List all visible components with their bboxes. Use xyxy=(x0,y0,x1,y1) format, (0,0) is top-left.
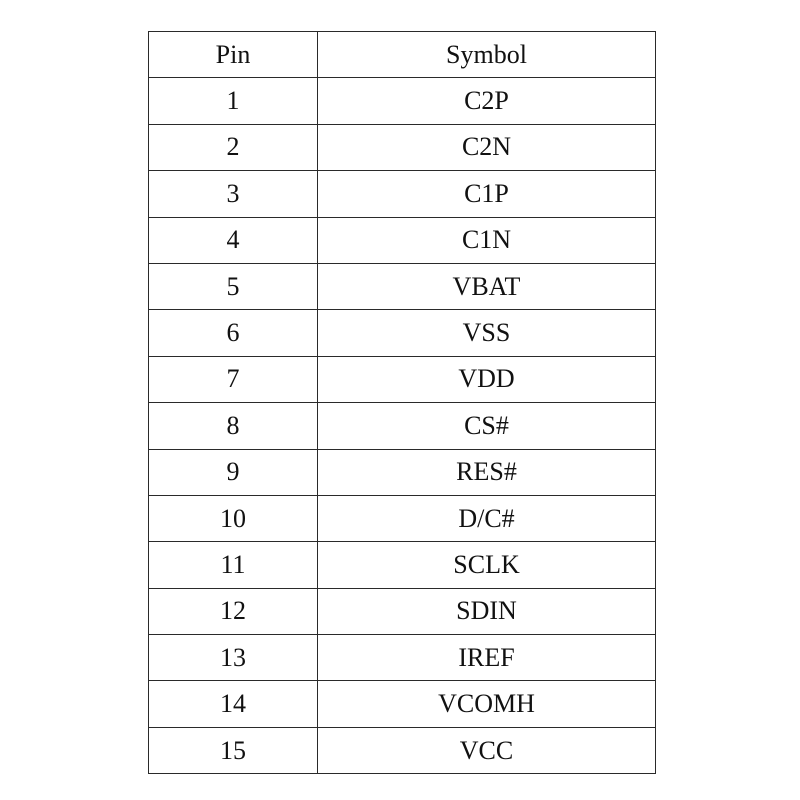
table-row xyxy=(149,449,656,495)
pin-number: 9 xyxy=(149,449,318,495)
table-row xyxy=(149,727,656,773)
pin-symbol: C1N xyxy=(318,217,656,263)
table-row xyxy=(149,310,656,356)
pin-symbol: C1P xyxy=(318,171,656,217)
pin-number: 10 xyxy=(149,495,318,541)
table-row xyxy=(149,495,656,541)
pin-number: 5 xyxy=(149,263,318,309)
pin-number: 13 xyxy=(149,635,318,681)
pin-symbol: VDD xyxy=(318,356,656,402)
pin-number: 1 xyxy=(149,78,318,124)
pin-symbol: D/C# xyxy=(318,495,656,541)
table-row xyxy=(149,263,656,309)
pin-number: 14 xyxy=(149,681,318,727)
pin-symbol-table xyxy=(148,31,656,774)
table-header-row xyxy=(149,32,656,78)
pin-symbol: CS# xyxy=(318,403,656,449)
pin-number: 2 xyxy=(149,124,318,170)
table-row xyxy=(149,124,656,170)
pin-symbol: IREF xyxy=(318,635,656,681)
pin-symbol: RES# xyxy=(318,449,656,495)
table-row xyxy=(149,588,656,634)
table-row xyxy=(149,403,656,449)
table-row xyxy=(149,681,656,727)
pin-table-container xyxy=(148,31,656,774)
pin-number: 15 xyxy=(149,727,318,773)
table-row xyxy=(149,78,656,124)
pin-number: 8 xyxy=(149,403,318,449)
pin-symbol: VSS xyxy=(318,310,656,356)
pin-symbol: C2N xyxy=(318,124,656,170)
pin-symbol: SCLK xyxy=(318,542,656,588)
table-row xyxy=(149,542,656,588)
table-row xyxy=(149,635,656,681)
header-pin: Pin xyxy=(149,32,318,78)
table-row xyxy=(149,171,656,217)
pin-symbol: SDIN xyxy=(318,588,656,634)
pin-symbol: VBAT xyxy=(318,263,656,309)
table-row xyxy=(149,217,656,263)
header-symbol: Symbol xyxy=(318,32,656,78)
pin-number: 11 xyxy=(149,542,318,588)
pin-number: 12 xyxy=(149,588,318,634)
pin-symbol: VCC xyxy=(318,727,656,773)
pin-number: 7 xyxy=(149,356,318,402)
pin-number: 6 xyxy=(149,310,318,356)
pin-number: 4 xyxy=(149,217,318,263)
table-row xyxy=(149,356,656,402)
pin-symbol: C2P xyxy=(318,78,656,124)
pin-number: 3 xyxy=(149,171,318,217)
pin-symbol: VCOMH xyxy=(318,681,656,727)
